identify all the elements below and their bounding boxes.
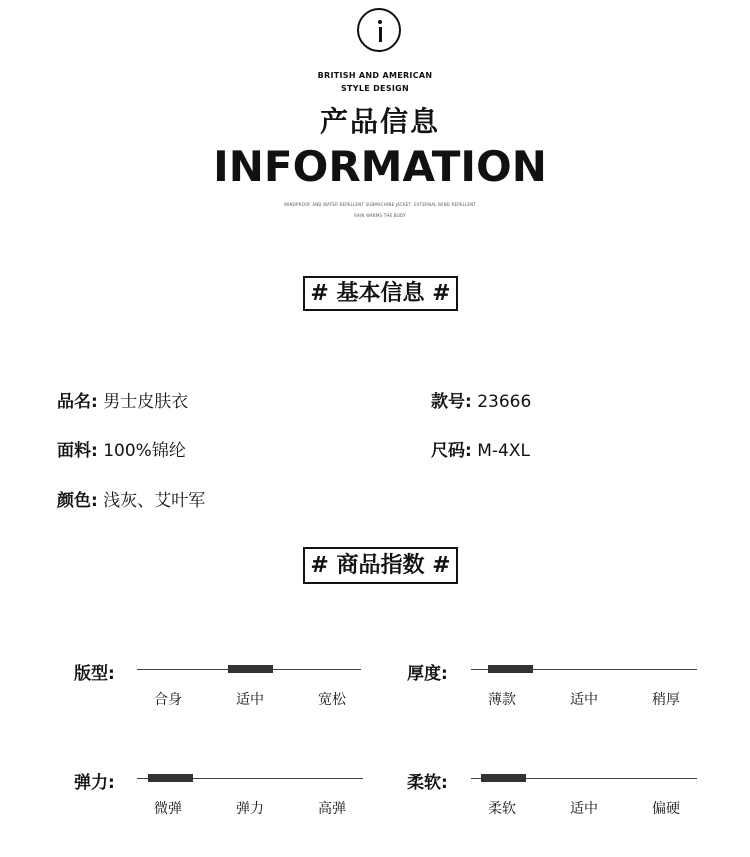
fine-print-line-2: RAIN WARMS THE BODY xyxy=(354,213,406,218)
metric-fit-indicator xyxy=(228,665,273,673)
metric-thickness-option-3: 稍厚 xyxy=(652,692,680,708)
metric-softness-option-3: 偏硬 xyxy=(652,801,680,817)
product-name-value: 男士皮肤衣 xyxy=(103,392,189,412)
color-row xyxy=(57,490,205,512)
size-value: M-4XL xyxy=(477,441,530,461)
style-number-row xyxy=(431,391,531,413)
brand-line-1: BRITISH AND AMERICAN xyxy=(317,71,433,80)
metric-elasticity-option-2: 弹力 xyxy=(236,801,264,817)
fabric-label: 面料: xyxy=(57,441,98,461)
metric-fit-option-3: 宽松 xyxy=(318,692,346,708)
metric-elasticity-option-3: 高弹 xyxy=(318,801,346,817)
metric-fit-option-2: 适中 xyxy=(236,692,264,708)
product-name-row xyxy=(57,391,188,413)
metric-thickness-option-1: 薄款 xyxy=(488,692,516,708)
metric-thickness-option-2: 适中 xyxy=(570,692,598,708)
metric-fit-option-1: 合身 xyxy=(154,692,182,708)
title-english: INFORMATION xyxy=(213,142,547,191)
metric-softness-indicator xyxy=(481,774,526,782)
color-label: 颜色: xyxy=(57,491,98,511)
section-product-index: # 商品指数 # xyxy=(303,547,458,584)
size-label: 尺码: xyxy=(431,441,472,461)
style-number-label: 款号: xyxy=(431,392,472,412)
info-logo-icon xyxy=(357,8,401,52)
metric-elasticity-option-1: 微弹 xyxy=(154,801,182,817)
metric-elasticity-label: 弹力: xyxy=(74,773,115,793)
fine-print-line-1: WINDPROOF AND WATER REPELLENT SUBMACHINE JACKET, EXTERNAL WIND REPELLENT xyxy=(284,202,476,207)
fabric-value: 100%锦纶 xyxy=(103,441,186,461)
fabric-row xyxy=(57,440,186,462)
metric-thickness-label: 厚度: xyxy=(407,664,448,684)
color-value: 浅灰、艾叶军 xyxy=(103,491,206,511)
style-number-value: 23666 xyxy=(477,392,532,412)
metric-elasticity-indicator xyxy=(148,774,193,782)
metric-softness-option-2: 适中 xyxy=(570,801,598,817)
metric-thickness-indicator xyxy=(488,665,533,673)
section-basic-info: # 基本信息 # xyxy=(303,276,458,311)
size-row xyxy=(431,440,530,462)
title-chinese: 产品信息 xyxy=(319,105,440,138)
metric-fit-label: 版型: xyxy=(74,664,115,684)
metric-softness-option-1: 柔软 xyxy=(488,801,516,817)
brand-line-2: STYLE DESIGN xyxy=(340,84,410,93)
product-name-label: 品名: xyxy=(57,392,98,412)
metric-softness-label: 柔软: xyxy=(407,773,448,793)
